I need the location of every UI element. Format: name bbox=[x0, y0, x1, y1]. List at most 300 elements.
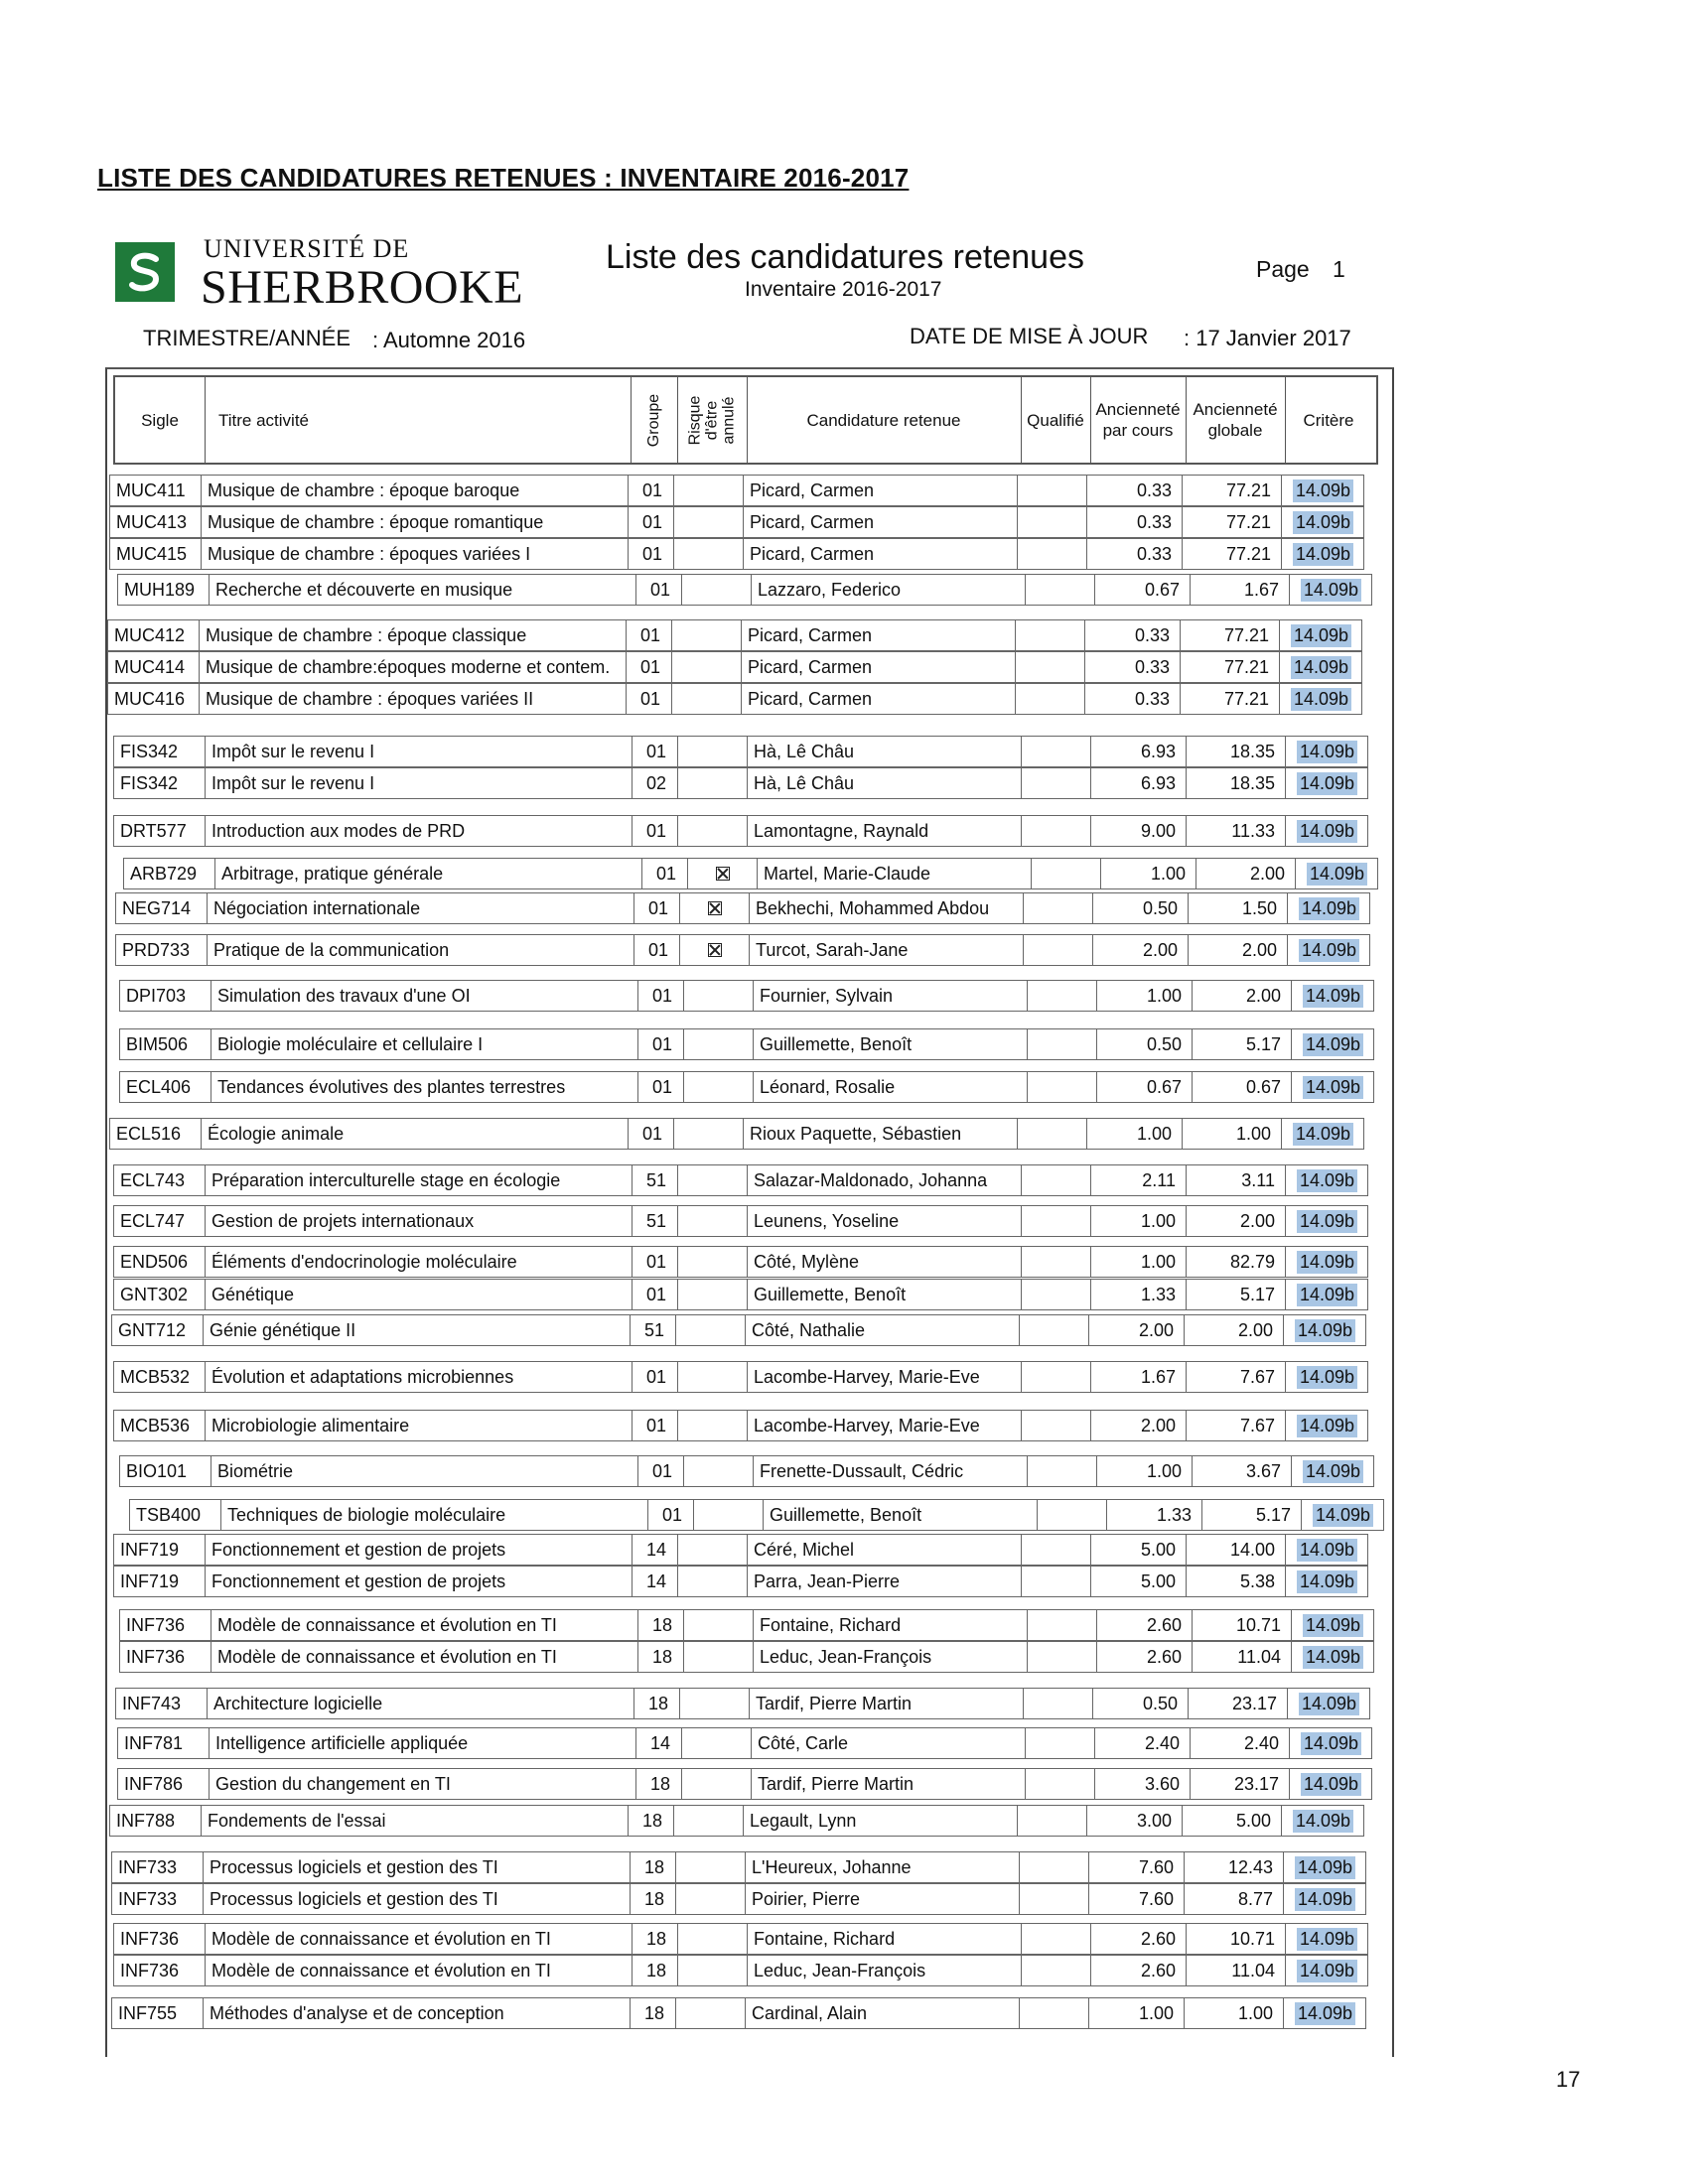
candidat-cell: Guillemette, Benoît bbox=[764, 1500, 1038, 1530]
groupe-cell: 01 bbox=[636, 575, 682, 605]
risque-cell bbox=[684, 1642, 754, 1672]
table-row bbox=[113, 1361, 1368, 1393]
table-row bbox=[117, 574, 1372, 606]
col-risque-label: Risque d'être annulé bbox=[686, 395, 738, 445]
sigle-cell: INF736 bbox=[114, 1956, 206, 1985]
update-date-value: : 17 Janvier 2017 bbox=[1184, 326, 1351, 350]
critere-cell bbox=[1282, 476, 1363, 505]
anc-cours-cell: 2.00 bbox=[1093, 935, 1189, 965]
groupe-cell: 01 bbox=[638, 1029, 684, 1059]
table-row bbox=[119, 1028, 1374, 1060]
critere-highlight: 14.09b bbox=[1293, 1810, 1353, 1833]
anc-cours-cell: 0.50 bbox=[1097, 1029, 1193, 1059]
sigle-cell: MCB532 bbox=[114, 1362, 206, 1392]
table-row bbox=[113, 736, 1368, 767]
critere-cell bbox=[1292, 1072, 1373, 1102]
candidat-cell: Tardif, Pierre Martin bbox=[752, 1769, 1026, 1799]
risque-cell bbox=[682, 575, 752, 605]
critere-cell bbox=[1284, 1315, 1365, 1345]
qualifie-cell bbox=[1038, 1500, 1107, 1530]
risque-cell bbox=[674, 1119, 744, 1149]
table-row bbox=[107, 683, 1362, 715]
sigle-cell: MUC415 bbox=[110, 539, 202, 569]
sigle-cell: ARB729 bbox=[124, 859, 215, 888]
qualifie-cell bbox=[1028, 981, 1097, 1011]
anc-globale-cell: 2.00 bbox=[1185, 1315, 1284, 1345]
candidat-cell: L'Heureux, Johanne bbox=[746, 1852, 1020, 1882]
candidat-cell: Fournier, Sylvain bbox=[754, 981, 1028, 1011]
term-value: : Automne 2016 bbox=[372, 328, 526, 352]
critere-highlight: 14.09b bbox=[1291, 688, 1351, 711]
candidat-cell: Côté, Carle bbox=[752, 1728, 1026, 1758]
groupe-cell: 18 bbox=[638, 1642, 684, 1672]
critere-highlight: 14.09b bbox=[1313, 1504, 1373, 1527]
qualifie-cell bbox=[1022, 1411, 1091, 1440]
col-candidature: Candidature retenue bbox=[747, 377, 1022, 463]
anc-globale-cell: 77.21 bbox=[1183, 476, 1282, 505]
anc-globale-cell: 12.43 bbox=[1185, 1852, 1284, 1882]
groupe-cell: 18 bbox=[631, 1998, 676, 2028]
sigle-cell: INF736 bbox=[120, 1610, 211, 1640]
candidat-cell: Guillemette, Benoît bbox=[754, 1029, 1028, 1059]
table-row bbox=[113, 815, 1368, 847]
risque-cell bbox=[672, 620, 742, 650]
groupe-cell: 01 bbox=[634, 893, 680, 923]
anc-cours-cell: 0.33 bbox=[1085, 684, 1181, 714]
qualifie-cell bbox=[1024, 1689, 1093, 1718]
critere-highlight: 14.09b bbox=[1299, 939, 1359, 962]
anc-globale-cell: 11.04 bbox=[1193, 1642, 1292, 1672]
critere-cell bbox=[1290, 575, 1371, 605]
sigle-cell: GNT302 bbox=[114, 1280, 206, 1309]
candidat-cell: Hà, Lê Châu bbox=[748, 737, 1022, 766]
anc-globale-cell: 5.17 bbox=[1187, 1280, 1286, 1309]
titre-cell: Gestion du changement en TI bbox=[210, 1769, 636, 1799]
qualifie-cell bbox=[1022, 1924, 1091, 1954]
critere-highlight: 14.09b bbox=[1299, 1693, 1359, 1715]
candidat-cell: Salazar-Maldonado, Johanna bbox=[748, 1165, 1022, 1195]
col-critere: Critère bbox=[1303, 410, 1354, 430]
anc-globale-cell: 18.35 bbox=[1187, 737, 1286, 766]
critere-highlight: 14.09b bbox=[1291, 656, 1351, 679]
titre-cell: Musique de chambre : époque classique bbox=[200, 620, 627, 650]
sigle-cell: MUC413 bbox=[110, 507, 202, 537]
anc-cours-cell: 1.00 bbox=[1097, 1456, 1193, 1486]
anc-cours-cell: 3.00 bbox=[1087, 1806, 1183, 1836]
titre-cell: Simulation des travaux d'une OI bbox=[211, 981, 638, 1011]
anc-globale-cell: 23.17 bbox=[1191, 1769, 1290, 1799]
critere-cell bbox=[1288, 1689, 1369, 1718]
groupe-cell: 01 bbox=[629, 539, 674, 569]
qualifie-cell bbox=[1022, 1165, 1091, 1195]
groupe-cell: 01 bbox=[638, 1456, 684, 1486]
groupe-cell: 18 bbox=[638, 1610, 684, 1640]
anc-globale-cell: 11.33 bbox=[1187, 816, 1286, 846]
risque-cell bbox=[672, 684, 742, 714]
anc-cours-cell: 0.67 bbox=[1097, 1072, 1193, 1102]
titre-cell: Processus logiciels et gestion des TI bbox=[204, 1884, 631, 1914]
qualifie-cell bbox=[1024, 893, 1093, 923]
anc-globale-cell: 5.00 bbox=[1183, 1806, 1282, 1836]
titre-cell: Musique de chambre : époque romantique bbox=[202, 507, 629, 537]
anc-cours-cell: 0.33 bbox=[1085, 620, 1181, 650]
anc-globale-cell: 2.40 bbox=[1191, 1728, 1290, 1758]
table-row bbox=[107, 619, 1362, 651]
critere-highlight: 14.09b bbox=[1297, 1169, 1357, 1192]
critere-cell bbox=[1286, 1567, 1367, 1596]
candidat-cell: Cardinal, Alain bbox=[746, 1998, 1020, 2028]
anc-cours-cell: 2.60 bbox=[1097, 1610, 1193, 1640]
sigle-cell: INF719 bbox=[114, 1567, 206, 1596]
table-header bbox=[113, 375, 1378, 465]
critere-cell bbox=[1286, 1362, 1367, 1392]
table-row bbox=[113, 1923, 1368, 1955]
anc-cours-cell: 2.40 bbox=[1095, 1728, 1191, 1758]
titre-cell: Impôt sur le revenu I bbox=[206, 768, 633, 798]
col-titre: Titre activité bbox=[205, 377, 632, 463]
qualifie-cell bbox=[1028, 1029, 1097, 1059]
critere-cell bbox=[1286, 1411, 1367, 1440]
qualifie-cell bbox=[1022, 1535, 1091, 1565]
sigle-cell: MUC412 bbox=[108, 620, 200, 650]
table-row bbox=[113, 1566, 1368, 1597]
anc-globale-cell: 77.21 bbox=[1183, 507, 1282, 537]
table-row bbox=[113, 1279, 1368, 1310]
critere-highlight: 14.09b bbox=[1297, 1960, 1357, 1982]
risque-cell bbox=[678, 1956, 748, 1985]
critere-highlight: 14.09b bbox=[1297, 1366, 1357, 1389]
risque-cell bbox=[674, 539, 744, 569]
anc-cours-cell: 2.60 bbox=[1097, 1642, 1193, 1672]
critere-highlight: 14.09b bbox=[1293, 511, 1353, 534]
table-row bbox=[107, 651, 1362, 683]
qualifie-cell bbox=[1022, 1956, 1091, 1985]
qualifie-cell bbox=[1022, 1247, 1091, 1277]
table-row bbox=[119, 1071, 1374, 1103]
critere-highlight: 14.09b bbox=[1295, 1888, 1355, 1911]
sigle-cell: INF733 bbox=[112, 1852, 204, 1882]
groupe-cell: 51 bbox=[633, 1165, 678, 1195]
col-sigle: Sigle bbox=[115, 377, 206, 463]
table-row bbox=[111, 1883, 1366, 1915]
groupe-cell: 02 bbox=[633, 768, 678, 798]
candidat-cell: Turcot, Sarah-Jane bbox=[750, 935, 1024, 965]
sigle-cell: INF736 bbox=[114, 1924, 206, 1954]
candidat-cell: Picard, Carmen bbox=[744, 507, 1018, 537]
candidat-cell: Legault, Lynn bbox=[744, 1806, 1018, 1836]
risque-cell bbox=[684, 1029, 754, 1059]
titre-cell: Microbiologie alimentaire bbox=[206, 1411, 633, 1440]
sigle-cell: ECL747 bbox=[114, 1206, 206, 1236]
critere-cell bbox=[1280, 684, 1361, 714]
critere-highlight: 14.09b bbox=[1295, 2002, 1355, 2025]
sigle-cell: INF755 bbox=[112, 1998, 204, 2028]
risque-cell bbox=[676, 1884, 746, 1914]
checked-box-icon bbox=[716, 867, 730, 881]
anc-globale-cell: 77.21 bbox=[1181, 620, 1280, 650]
critere-cell bbox=[1290, 1769, 1371, 1799]
critere-cell bbox=[1292, 1029, 1373, 1059]
titre-cell: Architecture logicielle bbox=[208, 1689, 634, 1718]
critere-cell bbox=[1286, 1165, 1367, 1195]
sigle-cell: ECL516 bbox=[110, 1119, 202, 1149]
critere-highlight: 14.09b bbox=[1303, 1614, 1363, 1637]
titre-cell: Modèle de connaissance et évolution en TI bbox=[211, 1642, 638, 1672]
anc-globale-cell: 8.77 bbox=[1185, 1884, 1284, 1914]
candidat-cell: Lamontagne, Raynald bbox=[748, 816, 1022, 846]
critere-cell bbox=[1282, 1119, 1363, 1149]
anc-globale-cell: 3.67 bbox=[1193, 1456, 1292, 1486]
table-row bbox=[109, 538, 1364, 570]
critere-cell bbox=[1296, 859, 1377, 888]
report-header bbox=[109, 228, 1390, 367]
critere-cell bbox=[1286, 1956, 1367, 1985]
groupe-cell: 01 bbox=[627, 620, 672, 650]
checked-box-icon bbox=[708, 901, 722, 915]
sigle-cell: PRD733 bbox=[116, 935, 208, 965]
groupe-cell: 01 bbox=[633, 816, 678, 846]
sigle-cell: MUC411 bbox=[110, 476, 202, 505]
critere-cell bbox=[1284, 1884, 1365, 1914]
critere-cell bbox=[1286, 1535, 1367, 1565]
critere-highlight: 14.09b bbox=[1297, 1570, 1357, 1593]
anc-cours-cell: 7.60 bbox=[1089, 1884, 1185, 1914]
anc-cours-cell: 9.00 bbox=[1091, 816, 1187, 846]
table-row bbox=[111, 1314, 1366, 1346]
titre-cell: Tendances évolutives des plantes terrestres bbox=[211, 1072, 638, 1102]
table-row bbox=[113, 1955, 1368, 1986]
anc-cours-cell: 2.00 bbox=[1091, 1411, 1187, 1440]
sigle-cell: ECL406 bbox=[120, 1072, 211, 1102]
sigle-cell: DPI703 bbox=[120, 981, 211, 1011]
table-row bbox=[115, 934, 1370, 966]
critere-cell bbox=[1282, 539, 1363, 569]
sigle-cell: TSB400 bbox=[130, 1500, 221, 1530]
anc-cours-cell: 2.60 bbox=[1091, 1924, 1187, 1954]
qualifie-cell bbox=[1026, 1769, 1095, 1799]
anc-cours-cell: 1.33 bbox=[1107, 1500, 1202, 1530]
anc-globale-cell: 14.00 bbox=[1187, 1535, 1286, 1565]
anc-cours-cell: 1.00 bbox=[1097, 981, 1193, 1011]
risque-cell bbox=[676, 1998, 746, 2028]
risque-cell bbox=[672, 652, 742, 682]
anc-cours-cell: 2.00 bbox=[1089, 1315, 1185, 1345]
critere-cell bbox=[1284, 1998, 1365, 2028]
anc-globale-cell: 82.79 bbox=[1187, 1247, 1286, 1277]
critere-highlight: 14.09b bbox=[1293, 543, 1353, 566]
table-row bbox=[111, 1851, 1366, 1883]
qualifie-cell bbox=[1016, 620, 1085, 650]
groupe-cell: 01 bbox=[629, 507, 674, 537]
table-row bbox=[115, 1688, 1370, 1719]
qualifie-cell bbox=[1022, 816, 1091, 846]
table-row bbox=[115, 892, 1370, 924]
sigle-cell: MUC414 bbox=[108, 652, 200, 682]
candidat-cell: Hà, Lê Châu bbox=[748, 768, 1022, 798]
table-row bbox=[123, 858, 1378, 889]
page-number: 1 bbox=[1333, 256, 1345, 282]
risque-cell bbox=[678, 1362, 748, 1392]
anc-globale-cell: 7.67 bbox=[1187, 1411, 1286, 1440]
risque-cell bbox=[678, 1247, 748, 1277]
university-logo bbox=[115, 242, 175, 302]
candidat-cell: Leduc, Jean-François bbox=[748, 1956, 1022, 1985]
anc-cours-cell: 7.60 bbox=[1089, 1852, 1185, 1882]
groupe-cell: 01 bbox=[633, 737, 678, 766]
anc-globale-cell: 2.00 bbox=[1196, 859, 1296, 888]
qualifie-cell bbox=[1018, 1806, 1087, 1836]
groupe-cell: 51 bbox=[633, 1206, 678, 1236]
candidat-cell: Picard, Carmen bbox=[744, 476, 1018, 505]
critere-cell bbox=[1288, 893, 1369, 923]
critere-highlight: 14.09b bbox=[1291, 624, 1351, 647]
anc-cours-cell: 6.93 bbox=[1091, 737, 1187, 766]
table-row bbox=[113, 1205, 1368, 1237]
critere-highlight: 14.09b bbox=[1303, 1646, 1363, 1669]
sigle-cell: FIS342 bbox=[114, 737, 206, 766]
anc-globale-cell: 2.00 bbox=[1187, 1206, 1286, 1236]
titre-cell: Techniques de biologie moléculaire bbox=[221, 1500, 648, 1530]
critere-highlight: 14.09b bbox=[1303, 1076, 1363, 1099]
qualifie-cell bbox=[1026, 1728, 1095, 1758]
checked-box-icon bbox=[708, 943, 722, 957]
critere-cell bbox=[1286, 737, 1367, 766]
qualifie-cell bbox=[1020, 1884, 1089, 1914]
groupe-cell: 01 bbox=[627, 684, 672, 714]
sigle-cell: INF719 bbox=[114, 1535, 206, 1565]
sigle-cell: INF736 bbox=[120, 1642, 211, 1672]
critere-highlight: 14.09b bbox=[1297, 1251, 1357, 1274]
qualifie-cell bbox=[1028, 1072, 1097, 1102]
titre-cell: Musique de chambre : époques variées I bbox=[202, 539, 629, 569]
risque-cell bbox=[678, 1535, 748, 1565]
candidat-cell: Frenette-Dussault, Cédric bbox=[754, 1456, 1028, 1486]
anc-globale-cell: 5.17 bbox=[1202, 1500, 1302, 1530]
sigle-cell: NEG714 bbox=[116, 893, 208, 923]
candidat-cell: Picard, Carmen bbox=[742, 620, 1016, 650]
critere-highlight: 14.09b bbox=[1297, 1210, 1357, 1233]
groupe-cell: 01 bbox=[629, 476, 674, 505]
groupe-cell: 51 bbox=[631, 1315, 676, 1345]
risque-cell bbox=[678, 1280, 748, 1309]
anc-cours-cell: 5.00 bbox=[1091, 1567, 1187, 1596]
titre-cell: Génétique bbox=[206, 1280, 633, 1309]
qualifie-cell bbox=[1022, 768, 1091, 798]
risque-cell bbox=[678, 737, 748, 766]
candidat-cell: Tardif, Pierre Martin bbox=[750, 1689, 1024, 1718]
critere-highlight: 14.09b bbox=[1297, 1928, 1357, 1951]
risque-cell bbox=[680, 1689, 750, 1718]
update-date-label: DATE DE MISE À JOUR bbox=[910, 324, 1149, 348]
table-row bbox=[117, 1727, 1372, 1759]
col-groupe bbox=[632, 377, 678, 463]
candidat-cell: Martel, Marie-Claude bbox=[758, 859, 1032, 888]
critere-cell bbox=[1292, 1610, 1373, 1640]
candidat-cell: Leunens, Yoseline bbox=[748, 1206, 1022, 1236]
s-logo-icon bbox=[122, 249, 168, 295]
sigle-cell: INF786 bbox=[118, 1769, 210, 1799]
page-label: Page bbox=[1256, 256, 1310, 282]
critere-cell bbox=[1280, 620, 1361, 650]
critere-cell bbox=[1288, 935, 1369, 965]
risque-cell bbox=[680, 935, 750, 965]
critere-highlight: 14.09b bbox=[1301, 1773, 1361, 1796]
anc-globale-cell: 1.00 bbox=[1183, 1119, 1282, 1149]
qualifie-cell bbox=[1022, 1362, 1091, 1392]
sigle-cell: MUH189 bbox=[118, 575, 210, 605]
critere-cell bbox=[1292, 1456, 1373, 1486]
critere-highlight: 14.09b bbox=[1299, 897, 1359, 920]
groupe-cell: 01 bbox=[633, 1247, 678, 1277]
footer-page-number: 17 bbox=[1556, 2067, 1581, 2092]
titre-cell: Pratique de la communication bbox=[208, 935, 634, 965]
critere-highlight: 14.09b bbox=[1303, 1460, 1363, 1483]
sigle-cell: DRT577 bbox=[114, 816, 206, 846]
candidat-cell: Fontaine, Richard bbox=[748, 1924, 1022, 1954]
critere-highlight: 14.09b bbox=[1295, 1319, 1355, 1342]
anc-cours-cell: 5.00 bbox=[1091, 1535, 1187, 1565]
col-qualifie: Qualifié bbox=[1021, 377, 1091, 463]
sigle-cell: INF781 bbox=[118, 1728, 210, 1758]
groupe-cell: 01 bbox=[638, 1072, 684, 1102]
sigle-cell: ECL743 bbox=[114, 1165, 206, 1195]
risque-cell bbox=[684, 1072, 754, 1102]
sigle-cell: BIO101 bbox=[120, 1456, 211, 1486]
anc-globale-cell: 77.21 bbox=[1181, 652, 1280, 682]
anc-cours-cell: 0.67 bbox=[1095, 575, 1191, 605]
table-row bbox=[109, 1118, 1364, 1150]
groupe-cell: 14 bbox=[633, 1567, 678, 1596]
titre-cell: Fonctionnement et gestion de projets bbox=[206, 1567, 633, 1596]
table-row bbox=[117, 1768, 1372, 1800]
candidat-cell: Leduc, Jean-François bbox=[754, 1642, 1028, 1672]
anc-cours-cell: 1.00 bbox=[1091, 1247, 1187, 1277]
anc-globale-cell: 10.71 bbox=[1193, 1610, 1292, 1640]
table-row bbox=[113, 1246, 1368, 1278]
critere-highlight: 14.09b bbox=[1293, 479, 1353, 502]
critere-highlight: 14.09b bbox=[1301, 1732, 1361, 1755]
qualifie-cell bbox=[1020, 1852, 1089, 1882]
critere-highlight: 14.09b bbox=[1297, 1539, 1357, 1562]
risque-cell bbox=[694, 1500, 764, 1530]
candidat-cell: Léonard, Rosalie bbox=[754, 1072, 1028, 1102]
qualifie-cell bbox=[1028, 1456, 1097, 1486]
titre-cell: Impôt sur le revenu I bbox=[206, 737, 633, 766]
groupe-cell: 01 bbox=[627, 652, 672, 682]
candidat-cell: Bekhechi, Mohammed Abdou bbox=[750, 893, 1024, 923]
titre-cell: Introduction aux modes de PRD bbox=[206, 816, 633, 846]
candidat-cell: Lacombe-Harvey, Marie-Eve bbox=[748, 1411, 1022, 1440]
qualifie-cell bbox=[1032, 859, 1101, 888]
anc-globale-cell: 77.21 bbox=[1183, 539, 1282, 569]
critere-highlight: 14.09b bbox=[1297, 820, 1357, 843]
anc-cours-cell: 0.33 bbox=[1085, 652, 1181, 682]
candidat-cell: Fontaine, Richard bbox=[754, 1610, 1028, 1640]
qualifie-cell bbox=[1022, 1567, 1091, 1596]
candidat-cell: Côté, Nathalie bbox=[746, 1315, 1020, 1345]
col-anc-cours: Ancienneté par cours bbox=[1090, 377, 1187, 463]
risque-cell bbox=[682, 1769, 752, 1799]
critere-cell bbox=[1302, 1500, 1383, 1530]
candidat-cell: Céré, Michel bbox=[748, 1535, 1022, 1565]
report-subtitle: Inventaire 2016-2017 bbox=[745, 278, 942, 301]
groupe-cell: 01 bbox=[634, 935, 680, 965]
anc-globale-cell: 11.04 bbox=[1187, 1956, 1286, 1985]
anc-globale-cell: 5.17 bbox=[1193, 1029, 1292, 1059]
anc-cours-cell: 6.93 bbox=[1091, 768, 1187, 798]
candidat-cell: Rioux Paquette, Sébastien bbox=[744, 1119, 1018, 1149]
qualifie-cell bbox=[1022, 1280, 1091, 1309]
